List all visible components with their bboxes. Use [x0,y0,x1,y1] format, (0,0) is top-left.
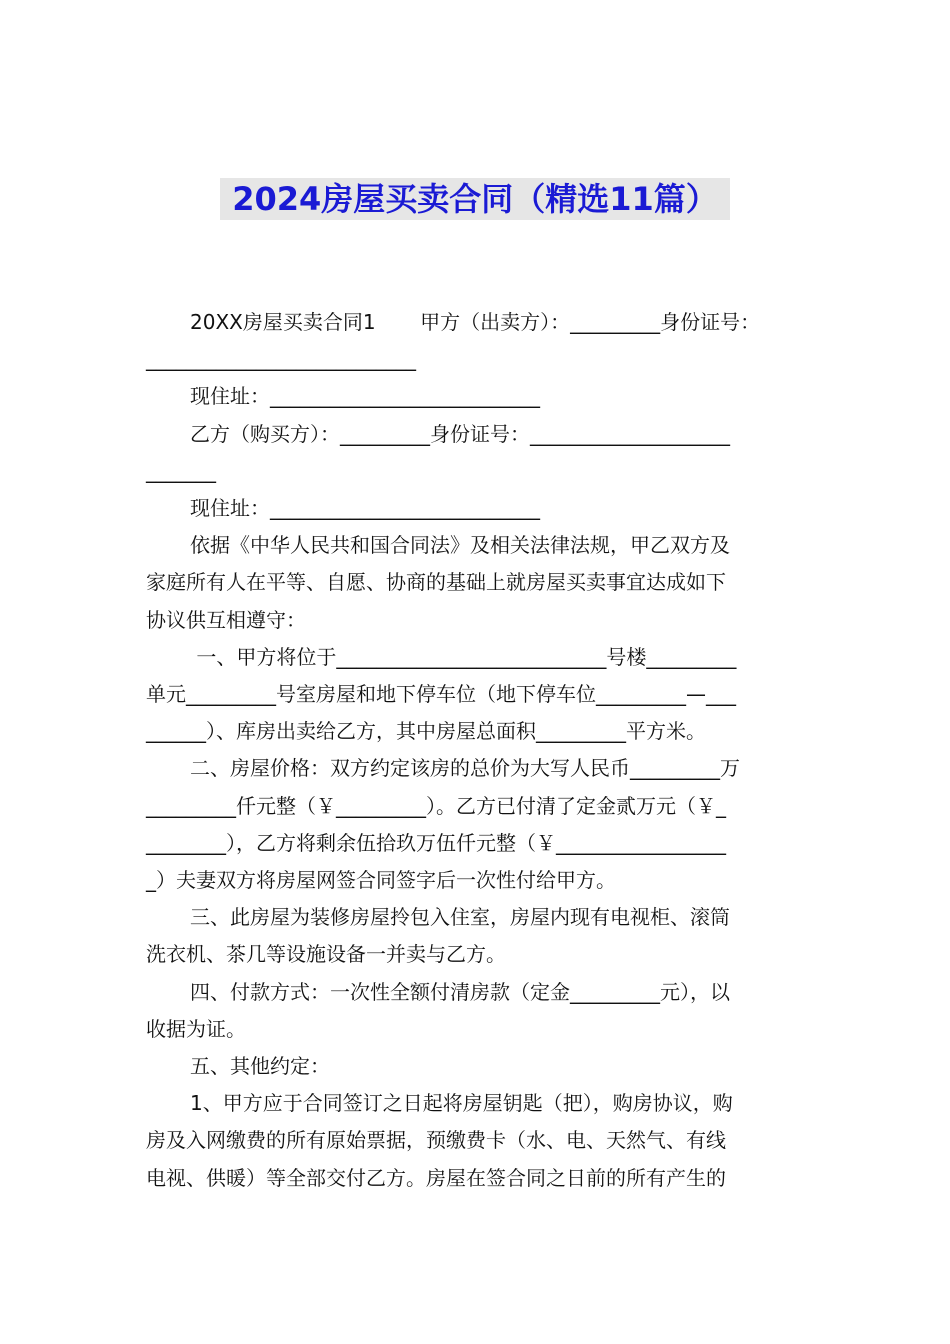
body-line: 二、房屋价格：双方约定该房的总价为大写人民币_________万 [190,756,740,781]
body-line: ______）、库房出卖给乙方，其中房屋总面积_________平方米。 [146,719,706,744]
body-line: ___________________________ [146,347,416,372]
document-title: 2024房屋买卖合同（精选11篇） [220,178,730,220]
body-line: 收据为证。 [146,1016,246,1041]
body-line: 洗衣机、茶几等设施设备一并卖与乙方。 [146,942,506,967]
document-body [146,304,810,1197]
body-line: 电视、供暖）等全部交付乙方。房屋在签合同之日前的所有产生的 [146,1165,726,1190]
body-line: 房及入网缴费的所有原始票据，预缴费卡（水、电、天然气、有线 [146,1128,726,1153]
title-block [0,178,950,220]
body-line: 现住址：___________________________ [190,384,540,409]
body-line: 五、其他约定： [190,1054,330,1079]
body-line: 四、付款方式：一次性全额付清房款（定金_________元），以 [190,979,730,1004]
body-line: ________），乙方将剩余伍拾玖万伍仟元整（￥_________________ [146,830,726,855]
body-line: 1、甲方应于合同签订之日起将房屋钥匙（把），购房协议，购 [190,1091,733,1116]
body-line: 家庭所有人在平等、自愿、协商的基础上就房屋买卖事宜达成如下 [146,570,726,595]
body-line: _________仟元整（￥_________）。乙方已付清了定金贰万元（￥_ [146,793,726,818]
body-line: 依据《中华人民共和国合同法》及相关法律法规，甲乙双方及 [190,533,730,558]
body-line: 一、甲方将位于___________________________号楼_________ [190,644,737,669]
body-line: 20XX房屋买卖合同1 甲方（出卖方）：_________身份证号： [190,310,761,334]
body-line: 协议供互相遵守： [146,607,306,632]
body-line: _）夫妻双方将房屋网签合同签字后一次性付给甲方。 [146,868,616,893]
body-line: 三、此房屋为装修房屋拎包入住室，房屋内现有电视柜、滚筒 [190,905,730,930]
body-line: 现住址：___________________________ [190,496,540,521]
body-line: 单元_________号室房屋和地下停车位（地下停车位_________—___ [146,682,736,707]
body-line: _______ [146,458,216,483]
body-line: 乙方（购买方）：_________身份证号：____________________ [190,421,730,446]
